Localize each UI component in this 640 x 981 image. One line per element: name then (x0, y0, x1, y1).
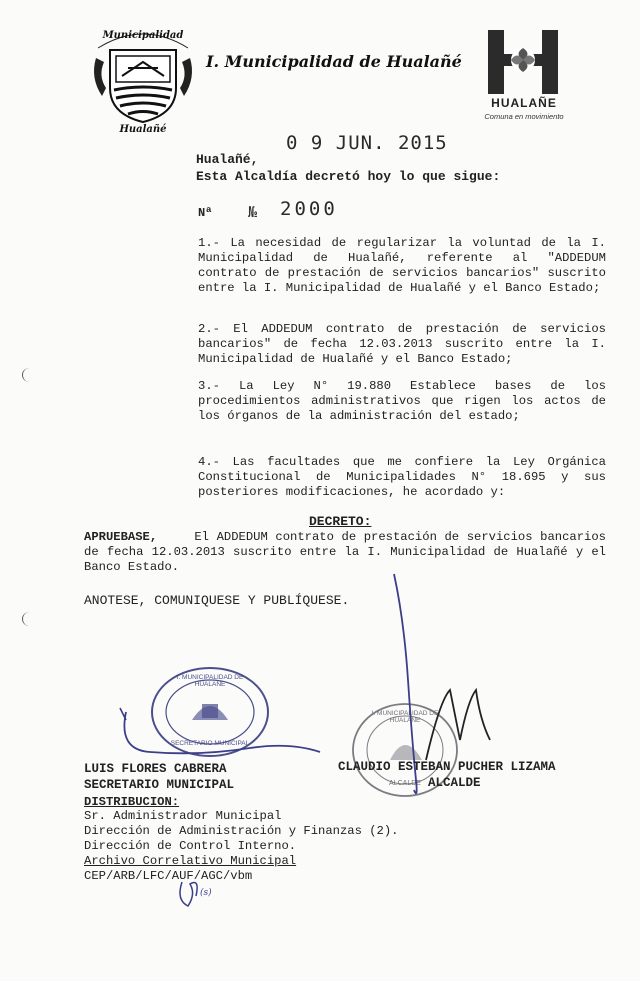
date-stamp: 0 9 JUN. 2015 (286, 132, 448, 154)
distribution-item: Archivo Correlativo Municipal (84, 854, 297, 868)
secretary-seal-ring-text: I. MUNICIPALIDAD DE HUALAÑE (176, 674, 244, 688)
decreto-heading: DECRETO: (309, 514, 372, 529)
decree-number-label: Nª (198, 206, 213, 220)
considerando-4: 4.- Las facultades que me confiere la Ley Orgánica Constitucional de Municipalidades N° 18.695 y sus posteriores modificaciones, he acordado y: (198, 455, 606, 499)
brand-name: HUALAÑE (491, 96, 557, 110)
secretary-name: LUIS FLORES CABRERA (84, 762, 227, 776)
punch-hole-mark (22, 368, 37, 382)
brand-tagline: Comuna en movimiento (484, 112, 564, 121)
svg-text:Hualañé: Hualañé (119, 124, 167, 135)
decree-number-value: 2000 (280, 198, 338, 220)
mayor-name: CLAUDIO ESTEBAN PUCHER LIZAMA (338, 760, 556, 774)
mayor-seal-ring-text: I. MUNICIPALIDAD DE HUALAÑE (371, 710, 439, 724)
municipality-title: I. Municipalidad de Hualañé (206, 52, 462, 71)
mayor-title: ALCALDE (428, 776, 481, 790)
number-stamp-mark: № (248, 203, 258, 221)
decreto-lead: APRUEBASE, (84, 530, 158, 544)
considerando-3: 3.- La Ley N° 19.880 Establece bases de los procedimientos administrativos que rigen los actos de los órganos de la administración del estado; (198, 379, 606, 423)
distribution-item: Dirección de Administración y Finanzas (2). (84, 824, 399, 838)
distribution-item: Dirección de Control Interno. (84, 839, 297, 853)
mayor-seal-bottom-text: ALCALDE (389, 780, 421, 787)
svg-text:Municipalidad: Municipalidad (102, 30, 184, 41)
secretary-title: SECRETARIO MUNICIPAL (84, 778, 235, 792)
punch-hole-mark (22, 612, 37, 626)
svg-text:(s): (s) (200, 888, 212, 898)
secretary-seal-bottom-text: SECRETARIO MUNICIPAL (170, 740, 250, 747)
considerando-2: 2.- El ADDEDUM contrato de prestación de servicios bancarios" de fecha 12.03.2013 suscrito entre la I. Municipalidad de Hualañé y el Banco Estado; (198, 322, 606, 366)
distribution-heading: DISTRIBUCION: (84, 795, 180, 809)
considerando-1: 1.- La necesidad de regularizar la voluntad de la I. Municipalidad de Hualañé, referente al "ADDEDUM contrato de prestación de servicios bancarios" suscrito entre la I. Municipalidad de Hualañé y el Banco Estado; (198, 236, 606, 295)
decree-intro-line: Esta Alcaldía decretó hoy lo que sigue: (196, 169, 501, 184)
decreto-closing: ANOTESE, COMUNIQUESE Y PUBLÍQUESE. (84, 593, 350, 608)
decreto-body: El ADDEDUM contrato de prestación de servicios bancarios de fecha 12.03.2013 suscrito entre la I. Municipalidad de Hualañé y el Banco Estado. (84, 530, 606, 574)
place-line: Hualañé, (196, 152, 259, 167)
distribution-initials: CEP/ARB/LFC/AUF/AGC/vbm (84, 869, 253, 883)
distribution-item: Sr. Administrador Municipal (84, 809, 282, 823)
